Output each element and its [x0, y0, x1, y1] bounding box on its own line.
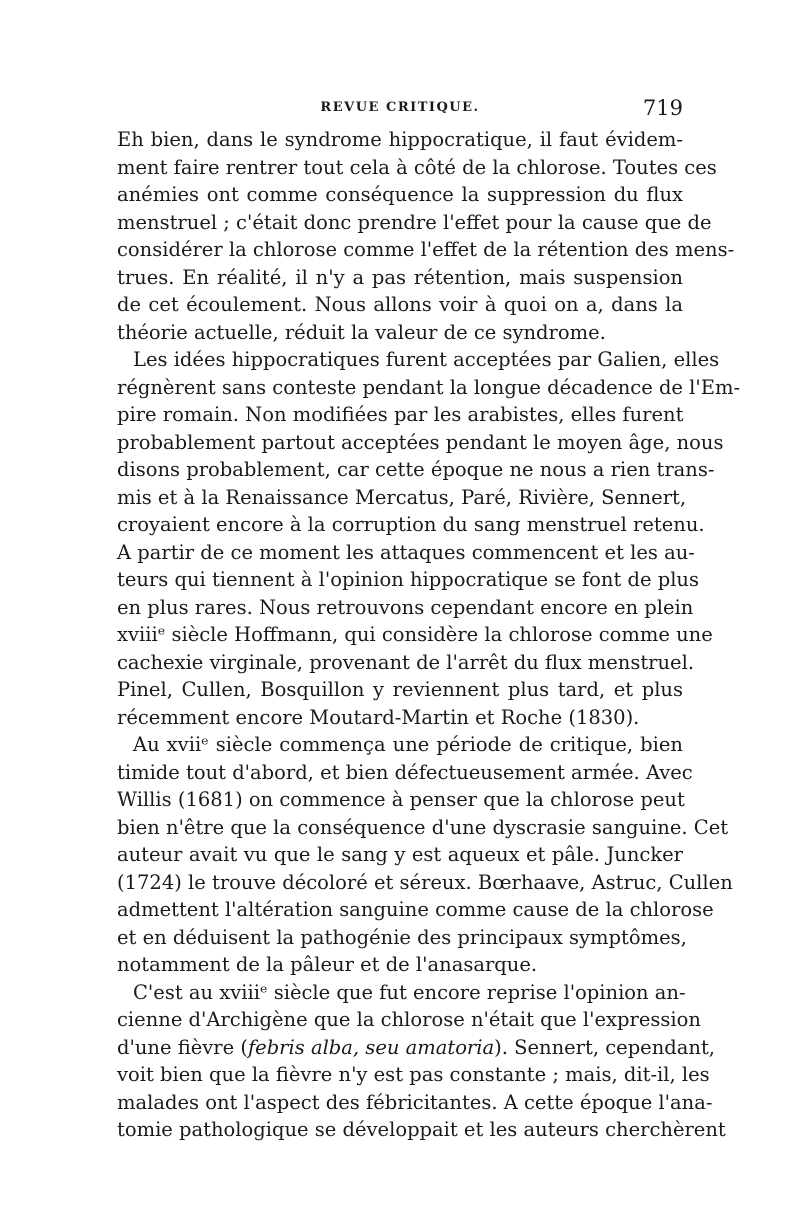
text-line: trues. En réalité, il n'y a pas rétention, mais suspension [117, 265, 683, 289]
text-line: menstruel ; c'était donc prendre l'effet pour la cause que de [117, 210, 712, 234]
text-line: C'est au xviiiᵉ siècle que fut encore reprise l'opinion an- [133, 980, 686, 1004]
text-line: régnèrent sans conteste pendant la longue décadence de l'Em- [117, 375, 741, 399]
text-line: et en déduisent la pathogénie des principaux symptômes, [117, 925, 687, 949]
text-line: Willis (1681) on commence à penser que la chlorose peut [117, 788, 685, 811]
body-text [117, 126, 741, 1144]
text-line: ment faire rentrer tout cela à côté de la chlorose. Toutes ces [117, 155, 717, 179]
text-line: bien n'être que la conséquence d'une dyscrasie sanguine. Cet [117, 815, 729, 839]
text-line: A partir de ce moment les attaques commencent et les au- [117, 540, 695, 564]
text-line-with-italic [117, 1034, 715, 1062]
text-line: Pinel, Cullen, Bosquillon y reviennent plus tard, et plus [117, 678, 683, 701]
text-line: malades ont l'aspect des fébricitantes. A cette époque l'ana- [117, 1090, 713, 1114]
paragraph-3 [117, 731, 733, 979]
page-number: 719 [642, 96, 683, 120]
text-line: en plus rares. Nous retrouvons cependant encore en plein [117, 595, 694, 619]
text-line: probablement partout acceptées pendant le moyen âge, nous [117, 430, 724, 454]
running-head [117, 96, 683, 126]
text-line: Au xviiᵉ siècle commença une période de critique, bien [133, 733, 683, 756]
text-fragment: ). Sennert, cependant, [494, 1035, 715, 1059]
text-line: disons probablement, car cette époque ne nous a rien trans- [117, 458, 715, 481]
text-line: de cet écoulement. Nous allons voir à quoi on a, dans la [117, 293, 683, 316]
text-line: considérer la chlorose comme l'effet de la rétention des mens- [117, 238, 735, 261]
text-line: cienne d'Archigène que la chlorose n'était que l'expression [117, 1008, 701, 1031]
text-line: cachexie virginale, provenant de l'arrêt du flux menstruel. [117, 650, 695, 674]
text-line: mis et à la Renaissance Mercatus, Paré, Rivière, Sennert, [117, 485, 687, 509]
text-line: timide tout d'abord, et bien défectueusement armée. Avec [117, 760, 693, 784]
text-line: croyaient encore à la corruption du sang menstruel retenu. [117, 513, 705, 536]
text-line: tomie pathologique se développait et les auteurs cherchèrent [117, 1118, 726, 1141]
paragraph-2 [117, 346, 741, 731]
text-line: pire romain. Non modifiées par les arabistes, elles furent [117, 403, 684, 426]
book-page [117, 96, 741, 1144]
text-line: voit bien que la fièvre n'y est pas constante ; mais, dit-il, les [117, 1063, 710, 1086]
paragraph-4 [117, 979, 726, 1144]
text-line: (1724) le trouve décoloré et séreux. Bœrhaave, Astruc, Cullen [117, 870, 733, 894]
text-line: Eh bien, dans le syndrome hippocratique, il faut évidem- [117, 128, 683, 151]
text-line: théorie actuelle, réduit la valeur de ce syndrome. [117, 320, 606, 344]
text-line: notamment de la pâleur et de l'anasarque. [117, 953, 538, 976]
text-line: Les idées hippocratiques furent acceptées par Galien, elles [133, 348, 720, 371]
text-line: admettent l'altération sanguine comme cause de la chlorose [117, 898, 714, 921]
running-title: REVUE CRITIQUE. [320, 100, 480, 115]
text-line: anémies ont comme conséquence la suppression du flux [117, 183, 683, 206]
paragraph-1 [117, 126, 735, 346]
text-line: teurs qui tiennent à l'opinion hippocratique se font de plus [117, 568, 700, 591]
text-line: auteur avait vu que le sang y est aqueux et pâle. Juncker [117, 843, 683, 866]
italic-phrase: febris alba, seu amatoria [247, 1035, 495, 1059]
text-fragment: d'une fièvre ( [117, 1035, 248, 1059]
text-line: xviiiᵉ siècle Hoffmann, qui considère la chlorose comme une [117, 623, 713, 646]
text-line: récemment encore Moutard-Martin et Roche (1830). [117, 705, 640, 729]
